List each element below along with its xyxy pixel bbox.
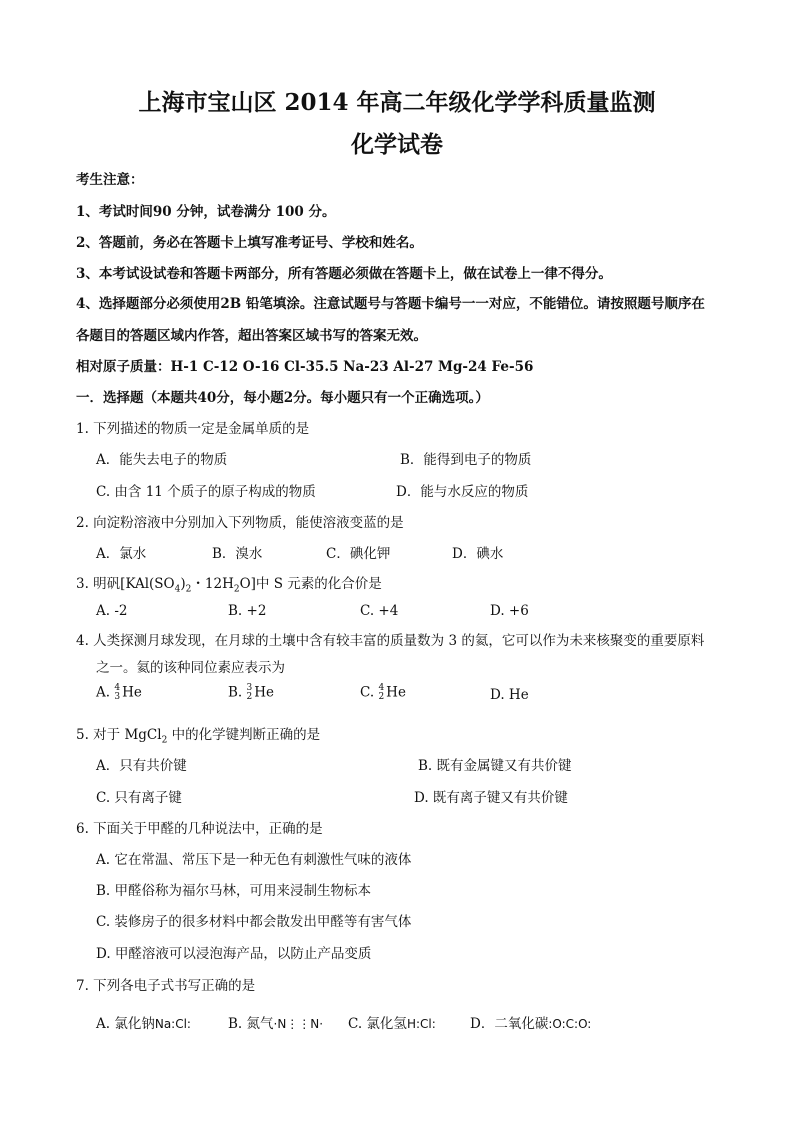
lewis-formula-hcl: H:Cl:: [406, 1017, 436, 1031]
question-6-stem: 6. 下面关于甲醛的几种说法中，正确的是: [76, 821, 323, 837]
q3-option-b: B. +2: [228, 603, 267, 619]
q3-option-c: C. +4: [360, 603, 399, 619]
q6-option-d: D. 甲醛溶液可以浸泡海产品，以防止产品变质: [96, 946, 372, 962]
q1-option-a: A．能失去电子的物质: [96, 452, 228, 468]
q1-option-c: C. 由含 11 个质子的原子构成的物质: [96, 484, 316, 500]
q7-option-a: A. 氯化钠Na:Cl:: [96, 1016, 191, 1032]
lewis-formula-n2: ·N⋮⋮N·: [273, 1017, 324, 1031]
q5-option-b: B. 既有金属键又有共价键: [418, 758, 572, 774]
q4-option-a: A. 4 3 He: [96, 683, 142, 702]
q4-option-c: C. 4 2 He: [360, 683, 406, 702]
exam-title: 上海市宝山区 2014 年高二年级化学学科质量监测: [138, 89, 656, 116]
q5-option-a: A．只有共价键: [96, 758, 187, 774]
exam-subtitle: 化学试卷: [351, 131, 443, 158]
q2-option-d: D．碘水: [452, 546, 504, 562]
notice-2: 2、答题前，务必在答题卡上填写准考证号、学校和姓名。: [76, 235, 423, 251]
q3-option-d: D. +6: [490, 603, 529, 619]
question-7-stem: 7. 下列各电子式书写正确的是: [76, 978, 256, 994]
section-heading: 一．选择题（本题共40分，每小题2分。每小题只有一个正确选项。）: [76, 390, 489, 406]
notice-4-cont: 各题目的答题区域内作答，超出答案区域书写的答案无效。: [76, 328, 427, 344]
q7-option-d: D．二氧化碳:O:C:O:: [470, 1016, 592, 1032]
q6-option-c: C. 装修房子的很多材料中都会散发出甲醛等有害气体: [96, 914, 412, 930]
q5-option-d: D. 既有离子键又有共价键: [414, 790, 568, 806]
q6-option-a: A. 它在常温、常压下是一种无色有刺激性气味的液体: [96, 852, 412, 868]
q6-option-b: B. 甲醛俗称为福尔马林，可用来浸制生物标本: [96, 883, 372, 899]
question-2-stem: 2. 向淀粉溶液中分别加入下列物质，能使溶液变蓝的是: [76, 515, 404, 531]
notice-header: 考生注意：: [76, 172, 144, 188]
q7-option-b: B. 氮气·N⋮⋮N·: [228, 1016, 324, 1032]
notice-1: 1、考试时间90 分钟，试卷满分 100 分。: [76, 204, 336, 220]
q4-option-d: D. He: [490, 687, 529, 703]
q1-option-b: B．能得到电子的物质: [400, 452, 532, 468]
q3-option-a: A. -2: [96, 603, 128, 619]
q2-option-b: B．溴水: [212, 546, 263, 562]
q7-option-c: C. 氯化氢H:Cl:: [348, 1016, 436, 1032]
lewis-formula-co2: :O:C:O:: [548, 1017, 592, 1031]
q2-option-a: A．氯水: [96, 546, 147, 562]
q2-option-c: C．碘化钾: [326, 546, 391, 562]
atomic-masses: 相对原子质量：H-1 C-12 O-16 Cl-35.5 Na-23 Al-27 Mg-24 Fe-56: [76, 359, 534, 375]
q4-option-b: B. 3 2 He: [228, 683, 275, 702]
question-5-stem: 5. 对于 MgCl$_2$ 中的化学键判断正确的是: [76, 727, 321, 746]
question-4-stem: 4. 人类探测月球发现，在月球的土壤中含有较丰富的质量数为 3 的氦，它可以作为未来核聚变的重要原料: [76, 633, 705, 649]
lewis-formula-nacl: Na:Cl:: [154, 1017, 191, 1031]
q1-option-d: D．能与水反应的物质: [396, 484, 529, 500]
notice-4: 4、选择题部分必须使用2B 铅笔填涂。注意试题号与答题卡编号一一对应，不能错位。请按照题号顺序在: [76, 296, 705, 312]
question-1-stem: 1. 下列描述的物质一定是金属单质的是: [76, 421, 310, 437]
question-3-stem: 3. 明矾[$KAl(SO_4)_2$・$12H_2O$]中 S 元素的化合价是: [76, 576, 382, 595]
notice-3: 3、本考试设试卷和答题卡两部分，所有答题必须做在答题卡上，做在试卷上一律不得分。: [76, 266, 612, 282]
question-4-stem-cont: 之一。氦的该种同位素应表示为: [96, 660, 285, 676]
q5-option-c: C. 只有离子键: [96, 790, 182, 806]
